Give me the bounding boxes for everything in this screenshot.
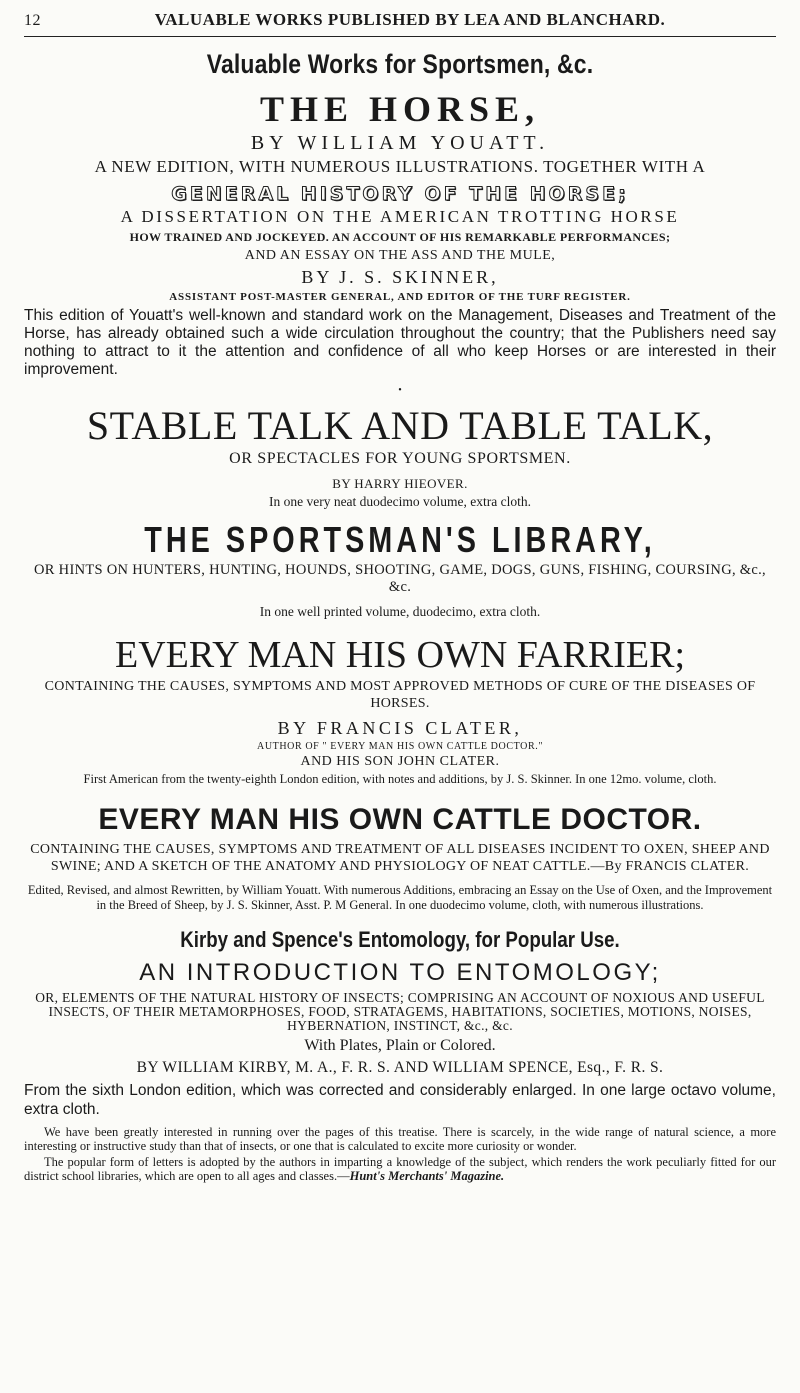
- kirby-review-1: We have been greatly interested in running over the pages of this treatise. There is scarcely, in the wide range of natural science, a more interesting or instructive study than that of insects, or one that is calculated to excite more curiosity or wonder.: [24, 1125, 776, 1153]
- running-head: [24, 10, 776, 30]
- kirby-review-source: Hunt's Merchants' Magazine.: [349, 1169, 505, 1183]
- horse-description: This edition of Youatt's well-known and standard work on the Management, Diseases and Treatment of the Horse, has already obtained such a wide circulation throughout the country; that the Publishers need say nothing to attract to it the attention and confidence of all who keep Horses or are interested in their improvement.: [24, 307, 776, 378]
- horse-general-history: GENERAL HISTORY OF THE HORSE;: [171, 183, 629, 205]
- header-rule: [24, 36, 776, 37]
- horse-title: THE HORSE,: [259, 89, 541, 129]
- horse-edition: A NEW EDITION, WITH NUMEROUS ILLUSTRATIONS. TOGETHER WITH A: [94, 157, 706, 176]
- farrier-author-note: AUTHOR OF " EVERY MAN HIS OWN CATTLE DOCTOR.": [257, 741, 543, 752]
- kirby-from: From the sixth London edition, which was corrected and considerably enlarged. In one large octavo volume, extra cloth.: [24, 1082, 776, 1118]
- page-number: 12: [24, 12, 41, 29]
- kirby-elements: OR, ELEMENTS OF THE NATURAL HISTORY OF INSECTS; COMPRISING AN ACCOUNT OF NOXIOUS AND USEFUL INSECTS, OF THEIR METAMORPHOSES, FOOD, STRATAGEMS, HABITATIONS, SOCIETIES, MOTIONS, NOISES, HYBERNATION, INSTINCT, &c., &c.: [35, 990, 765, 1033]
- farrier-subtitle: CONTAINING THE CAUSES, SYMPTOMS AND MOST APPROVED METHODS OF CURE OF THE DISEASES OF HORSES.: [44, 679, 756, 711]
- library-entry: [24, 520, 776, 620]
- cattle-edition: Edited, Revised, and almost Rewritten, by William Youatt. With numerous Additions, embracing an Essay on the Use of Oxen, and the Improvement in the Breed of Sheep, by J. S. Skinner, Asst. P. M General. In one duodecimo volume, cloth, with numerous illustrations.: [27, 883, 773, 912]
- horse-trained: HOW TRAINED AND JOCKEYED. AN ACCOUNT OF HIS REMARKABLE PERFORMANCES;: [129, 230, 671, 244]
- stable-author: BY HARRY HIEOVER.: [332, 476, 468, 491]
- cattle-entry: [24, 803, 776, 913]
- section-title-sportsmen: Valuable Works for Sportsmen, &c.: [206, 49, 594, 79]
- horse-entry: [24, 88, 776, 396]
- kirby-review-2: [24, 1155, 776, 1183]
- horse-skinner: BY J. S. SKINNER,: [301, 267, 499, 287]
- cattle-title: EVERY MAN HIS OWN CATTLE DOCTOR.: [98, 803, 702, 836]
- library-title: THE SPORTSMAN'S LIBRARY,: [144, 519, 656, 560]
- stable-subtitle: OR SPECTACLES FOR YOUNG SPORTSMEN.: [229, 450, 571, 467]
- horse-skinner-title: ASSISTANT POST-MASTER GENERAL, AND EDITOR OF THE TURF REGISTER.: [169, 291, 631, 303]
- horse-dissertation: A DISSERTATION ON THE AMERICAN TROTTING HORSE: [120, 207, 680, 226]
- horse-essay: AND AN ESSAY ON THE ASS AND THE MULE,: [244, 248, 556, 263]
- kirby-title: AN INTRODUCTION TO ENTOMOLOGY;: [139, 959, 661, 986]
- separator-dot: •: [398, 385, 402, 396]
- stable-format: In one very neat duodecimo volume, extra cloth.: [268, 494, 532, 509]
- kirby-authors: BY WILLIAM KIRBY, M. A., F. R. S. AND WILLIAM SPENCE, Esq., F. R. S.: [136, 1059, 664, 1076]
- farrier-son: AND HIS SON JOHN CLATER.: [300, 754, 500, 769]
- kirby-section-title: Kirby and Spence's Entomology, for Popular Use.: [180, 927, 620, 952]
- stable-entry: [24, 404, 776, 510]
- cattle-subtitle: CONTAINING THE CAUSES, SYMPTOMS AND TREATMENT OF ALL DISEASES INCIDENT TO OXEN, SHEEP AND SWINE; AND A SKETCH OF THE ANATOMY AND PHYSIOLOGY OF NEAT CATTLE.—By FRANCIS CLATER.: [30, 842, 770, 874]
- kirby-plates: With Plates, Plain or Colored.: [304, 1037, 496, 1054]
- kirby-review-2-text: The popular form of letters is adopted by the authors in imparting a knowledge of the subject, which renders the work peculiarly fitted for our district school libraries, which are open to all ages and classes.—: [24, 1155, 776, 1183]
- farrier-author: BY FRANCIS CLATER,: [277, 718, 523, 738]
- horse-author: BY WILLIAM YOUATT.: [250, 132, 550, 154]
- farrier-entry: [24, 634, 776, 787]
- running-title: VALUABLE WORKS PUBLISHED BY LEA AND BLANCHARD.: [154, 10, 666, 29]
- library-subtitle: OR HINTS ON HUNTERS, HUNTING, HOUNDS, SHOOTING, GAME, DOGS, GUNS, FISHING, COURSING, &c., &c.: [34, 562, 766, 595]
- kirby-entry: [24, 927, 776, 1183]
- farrier-title: EVERY MAN HIS OWN FARRIER;: [114, 634, 686, 676]
- library-format: In one well printed volume, duodecimo, extra cloth.: [259, 604, 541, 619]
- farrier-edition: First American from the twenty-eighth London edition, with notes and additions, by J. S. Skinner. In one 12mo. volume, cloth.: [83, 772, 717, 786]
- stable-title: STABLE TALK AND TABLE TALK,: [86, 403, 714, 448]
